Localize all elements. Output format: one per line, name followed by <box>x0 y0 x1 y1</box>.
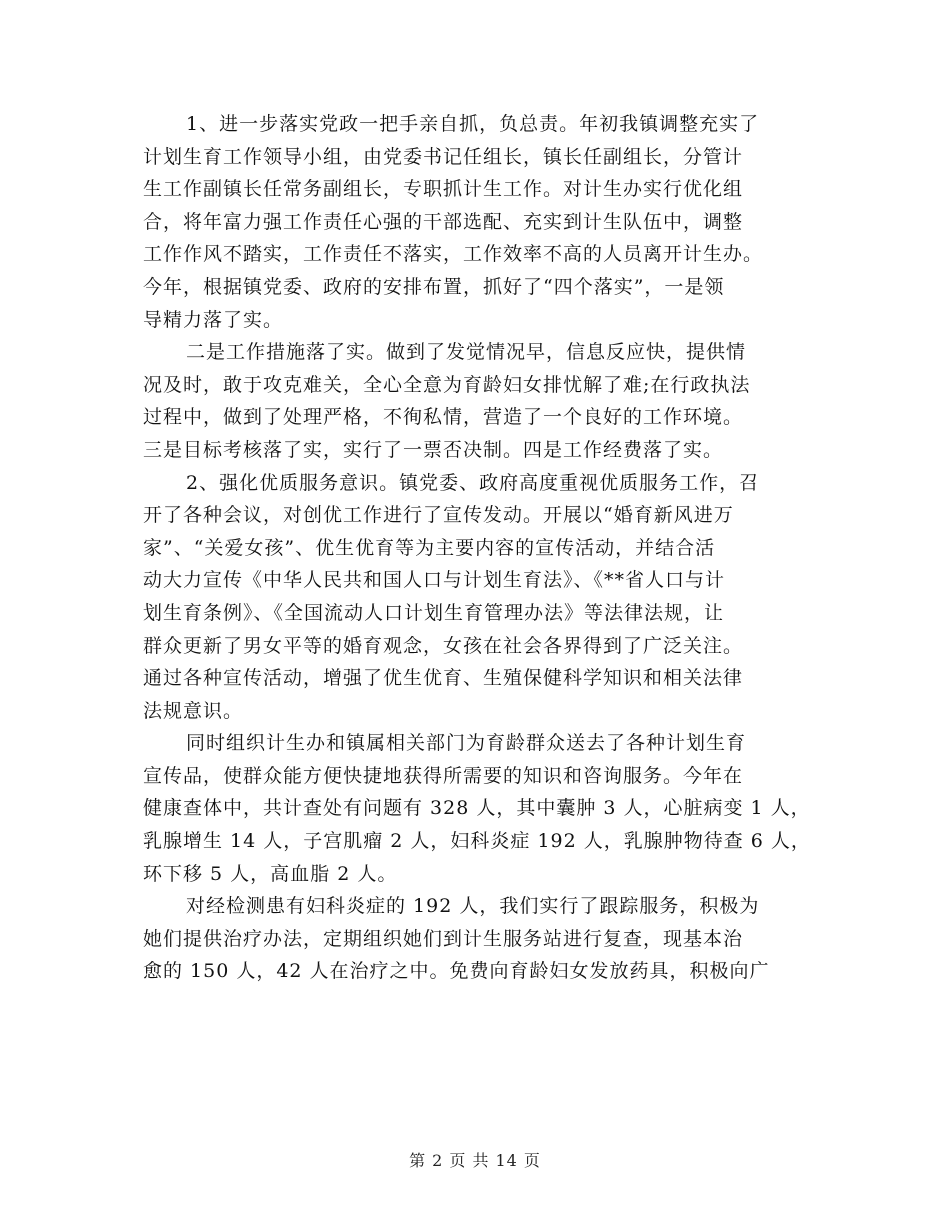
text-line: 同时组织计生办和镇属相关部门为育龄群众送去了各种计划生育 <box>186 732 747 755</box>
footer-total-pages: 14 <box>495 1151 518 1170</box>
text-line: 她们提供治疗办法，定期组织她们到计生服务站进行复查，现基本治 <box>143 927 744 950</box>
text-line: 况及时，敢于攻克难关，全心全意为育龄妇女排忧解了难;在行政执法 <box>143 373 751 396</box>
text-line: 1、进一步落实党政一把手亲自抓，负总责。年初我镇调整充实了 <box>186 113 760 135</box>
text-line: 计划生育工作领导小组，由党委书记任组长，镇长任副组长，分管计 <box>143 145 744 168</box>
text-line: 生工作副镇长任常务副组长，专职抓计生工作。对计生办实行优化组 <box>143 178 744 201</box>
text-line: 今年，根据镇党委、政府的安排布置，抓好了“四个落实”，一是领 <box>143 275 725 298</box>
text-line: 乳腺增生 14 人，子宫肌瘤 2 人，妇科炎症 192 人，乳腺肿物待查 6 人， <box>143 830 811 853</box>
footer-current-page: 2 <box>432 1151 444 1170</box>
page-footer <box>0 1148 950 1171</box>
text-line: 宣传品，使群众能方便快捷地获得所需要的知识和咨询服务。今年在 <box>143 764 744 787</box>
text-line: 群众更新了男女平等的婚育观念，女孩在社会各界得到了广泛关注。 <box>143 634 744 657</box>
text-line: 三是目标考核落了实，实行了一票否决制。四是工作经费落了实。 <box>143 438 724 461</box>
text-line: 法规意识。 <box>143 699 244 722</box>
text-line: 二是工作措施落了实。做到了发觉情况早，信息反应快，提供情 <box>186 341 747 364</box>
footer-middle: 页 共 <box>449 1151 490 1170</box>
text-line: 划生育条例》、《全国流动人口计划生育管理办法》等法律法规，让 <box>143 601 725 624</box>
text-line: 过程中，做到了处理严格，不徇私情，营造了一个良好的工作环境。 <box>143 406 744 429</box>
text-line: 愈的 150 人，42 人在治疗之中。免费向育龄妇女发放药具，积极向广 <box>143 960 770 983</box>
text-line: 动大力宣传《中华人民共和国人口与计划生育法》、《**省人口与计 <box>143 569 726 592</box>
text-line: 健康查体中，共计查处有问题有 328 人，其中囊肿 3 人，心脏病变 1 人， <box>143 797 811 820</box>
text-line: 家”、“关爱女孩”、优生优育等为主要内容的宣传活动，并结合活 <box>143 536 716 559</box>
text-line: 工作作风不踏实，工作责任不落实，工作效率不高的人员离开计生办。 <box>143 243 764 266</box>
document-body <box>143 108 823 988</box>
text-line: 开了各种会议，对创优工作进行了宣传发动。开展以“婚育新风进万 <box>143 504 734 527</box>
text-line: 2、强化优质服务意识。镇党委、政府高度重视优质服务工作，召 <box>186 471 760 494</box>
text-line: 对经检测患有妇科炎症的 192 人，我们实行了跟踪服务，积极为 <box>186 895 760 918</box>
text-line: 合，将年富力强工作责任心强的干部选配、充实到计生队伍中，调整 <box>143 210 744 233</box>
text-line: 通过各种宣传活动，增强了优生优育、生殖保健科学知识和相关法律 <box>143 667 744 690</box>
footer-prefix: 第 <box>409 1151 427 1170</box>
footer-suffix: 页 <box>523 1151 541 1170</box>
text-line: 导精力落了实。 <box>143 308 284 331</box>
text-line: 环下移 5 人，高血脂 2 人。 <box>143 862 398 885</box>
